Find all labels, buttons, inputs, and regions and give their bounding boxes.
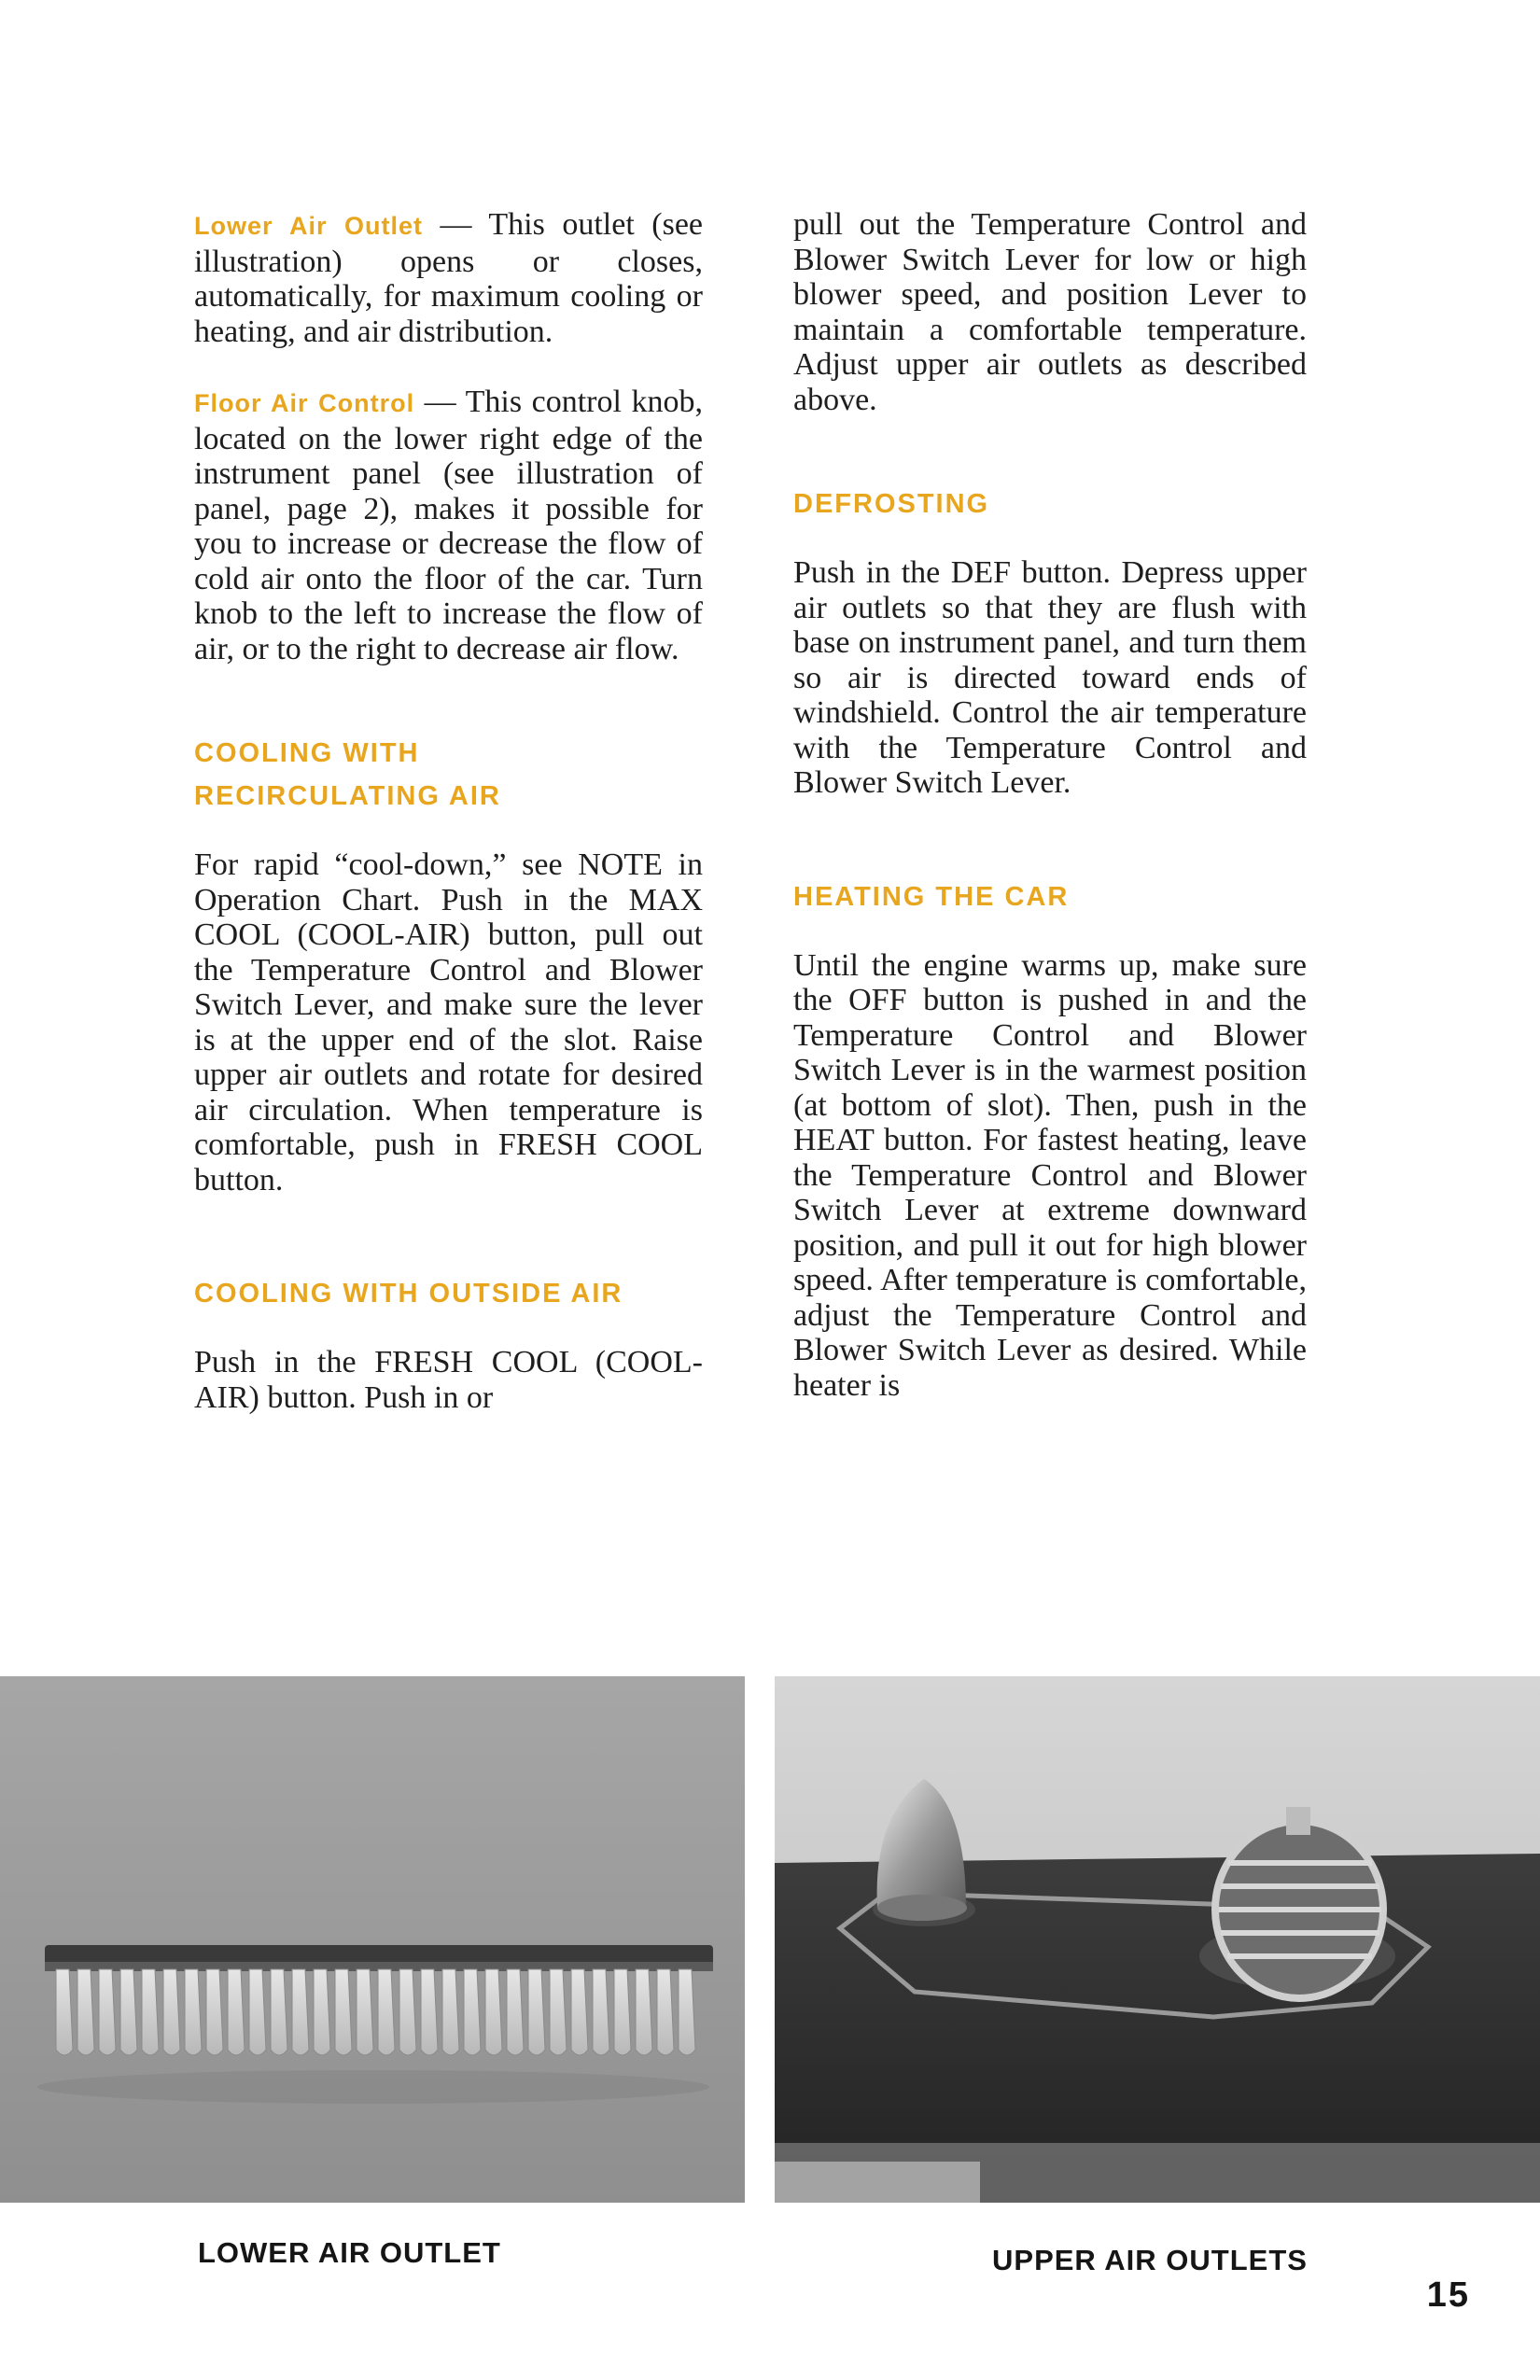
text-floor-air-control: — This control knob, located on the lower right edge of the instrument panel (see illustration of panel, page 2), makes it possible for you to increase or decrease the flow of cold air onto the floor of the car. Turn knob to the left to increase the flow of air, or to the right to decrease air flow. [194, 385, 703, 666]
text-lower-air-outlet: — This outlet (see illustration) opens or closes, automatically, for maximum cooling or heating, and air distribution. [194, 207, 704, 349]
paragraph-lower-air-outlet [194, 207, 703, 349]
paragraph-defrosting: Push in the DEF button. Depress upper air outlets so that they are flush with base on instrument panel, and turn them so air is directed toward ends of windshield. Control the air temperature with the Temperature Control and Blower Switch Lever. [793, 555, 1307, 800]
upper-air-outlets-illustration [775, 1676, 1540, 2203]
paragraph-floor-air-control [194, 385, 703, 666]
heading-heating: HEATING THE CAR [793, 881, 1070, 912]
paragraph-heating: Until the engine warms up, make sure the OFF button is pushed in and the Temperature Control and Blower Switch Lever is in the warmest position (at bottom of slot). Then, push in the HEAT button. For fastest heating, leave the Temperature Control and Blower Switch Lever at extreme downward position, and pull it out for high blower speed. After temperature is comfortable, adjust the Temperature Control and Blower Switch Lever as desired. While heater is [793, 947, 1307, 1403]
heading-cooling-recirculating-line2: RECIRCULATING AIR [194, 781, 501, 811]
caption-lower-air-outlet: LOWER AIR OUTLET [198, 2236, 501, 2269]
heading-cooling-outside: COOLING WITH OUTSIDE AIR [194, 1279, 623, 1309]
page-number: 15 [1426, 2275, 1470, 2315]
lower-air-outlet-illustration [0, 1676, 745, 2203]
heading-defrosting: DEFROSTING [793, 489, 990, 519]
paragraph-continuation: pull out the Temperature Control and Blower Switch Lever for low or high blower speed, and position Lever to maintain a comfortable temperature. Adjust upper air outlets as described above. [793, 207, 1307, 417]
photo-lower-air-outlet [0, 1676, 745, 2203]
paragraph-cooling-outside: Push in the FRESH COOL (COOL-AIR) button. Push in or [194, 1345, 703, 1415]
left-column [194, 207, 703, 1415]
lead-floor-air-control: Floor Air Control [194, 389, 415, 417]
heading-cooling-recirculating-line1: COOLING WITH [194, 738, 420, 768]
caption-upper-air-outlets: UPPER AIR OUTLETS [992, 2244, 1308, 2276]
lead-lower-air-outlet: Lower Air Outlet [194, 212, 424, 240]
photo-upper-air-outlets [775, 1676, 1540, 2203]
heading-cooling-recirculating [194, 732, 703, 818]
paragraph-cooling-recirculating: For rapid “cool-down,” see NOTE in Operation Chart. Push in the MAX COOL (COOL-AIR) button, pull out the Temperature Control and Blower Switch Lever, and make sure the lever is at the upper end of the slot. Raise upper air outlets and rotate for desired air circulation. When temperature is comfortable, push in FRESH COOL button. [194, 847, 703, 1197]
right-column [793, 207, 1307, 1403]
